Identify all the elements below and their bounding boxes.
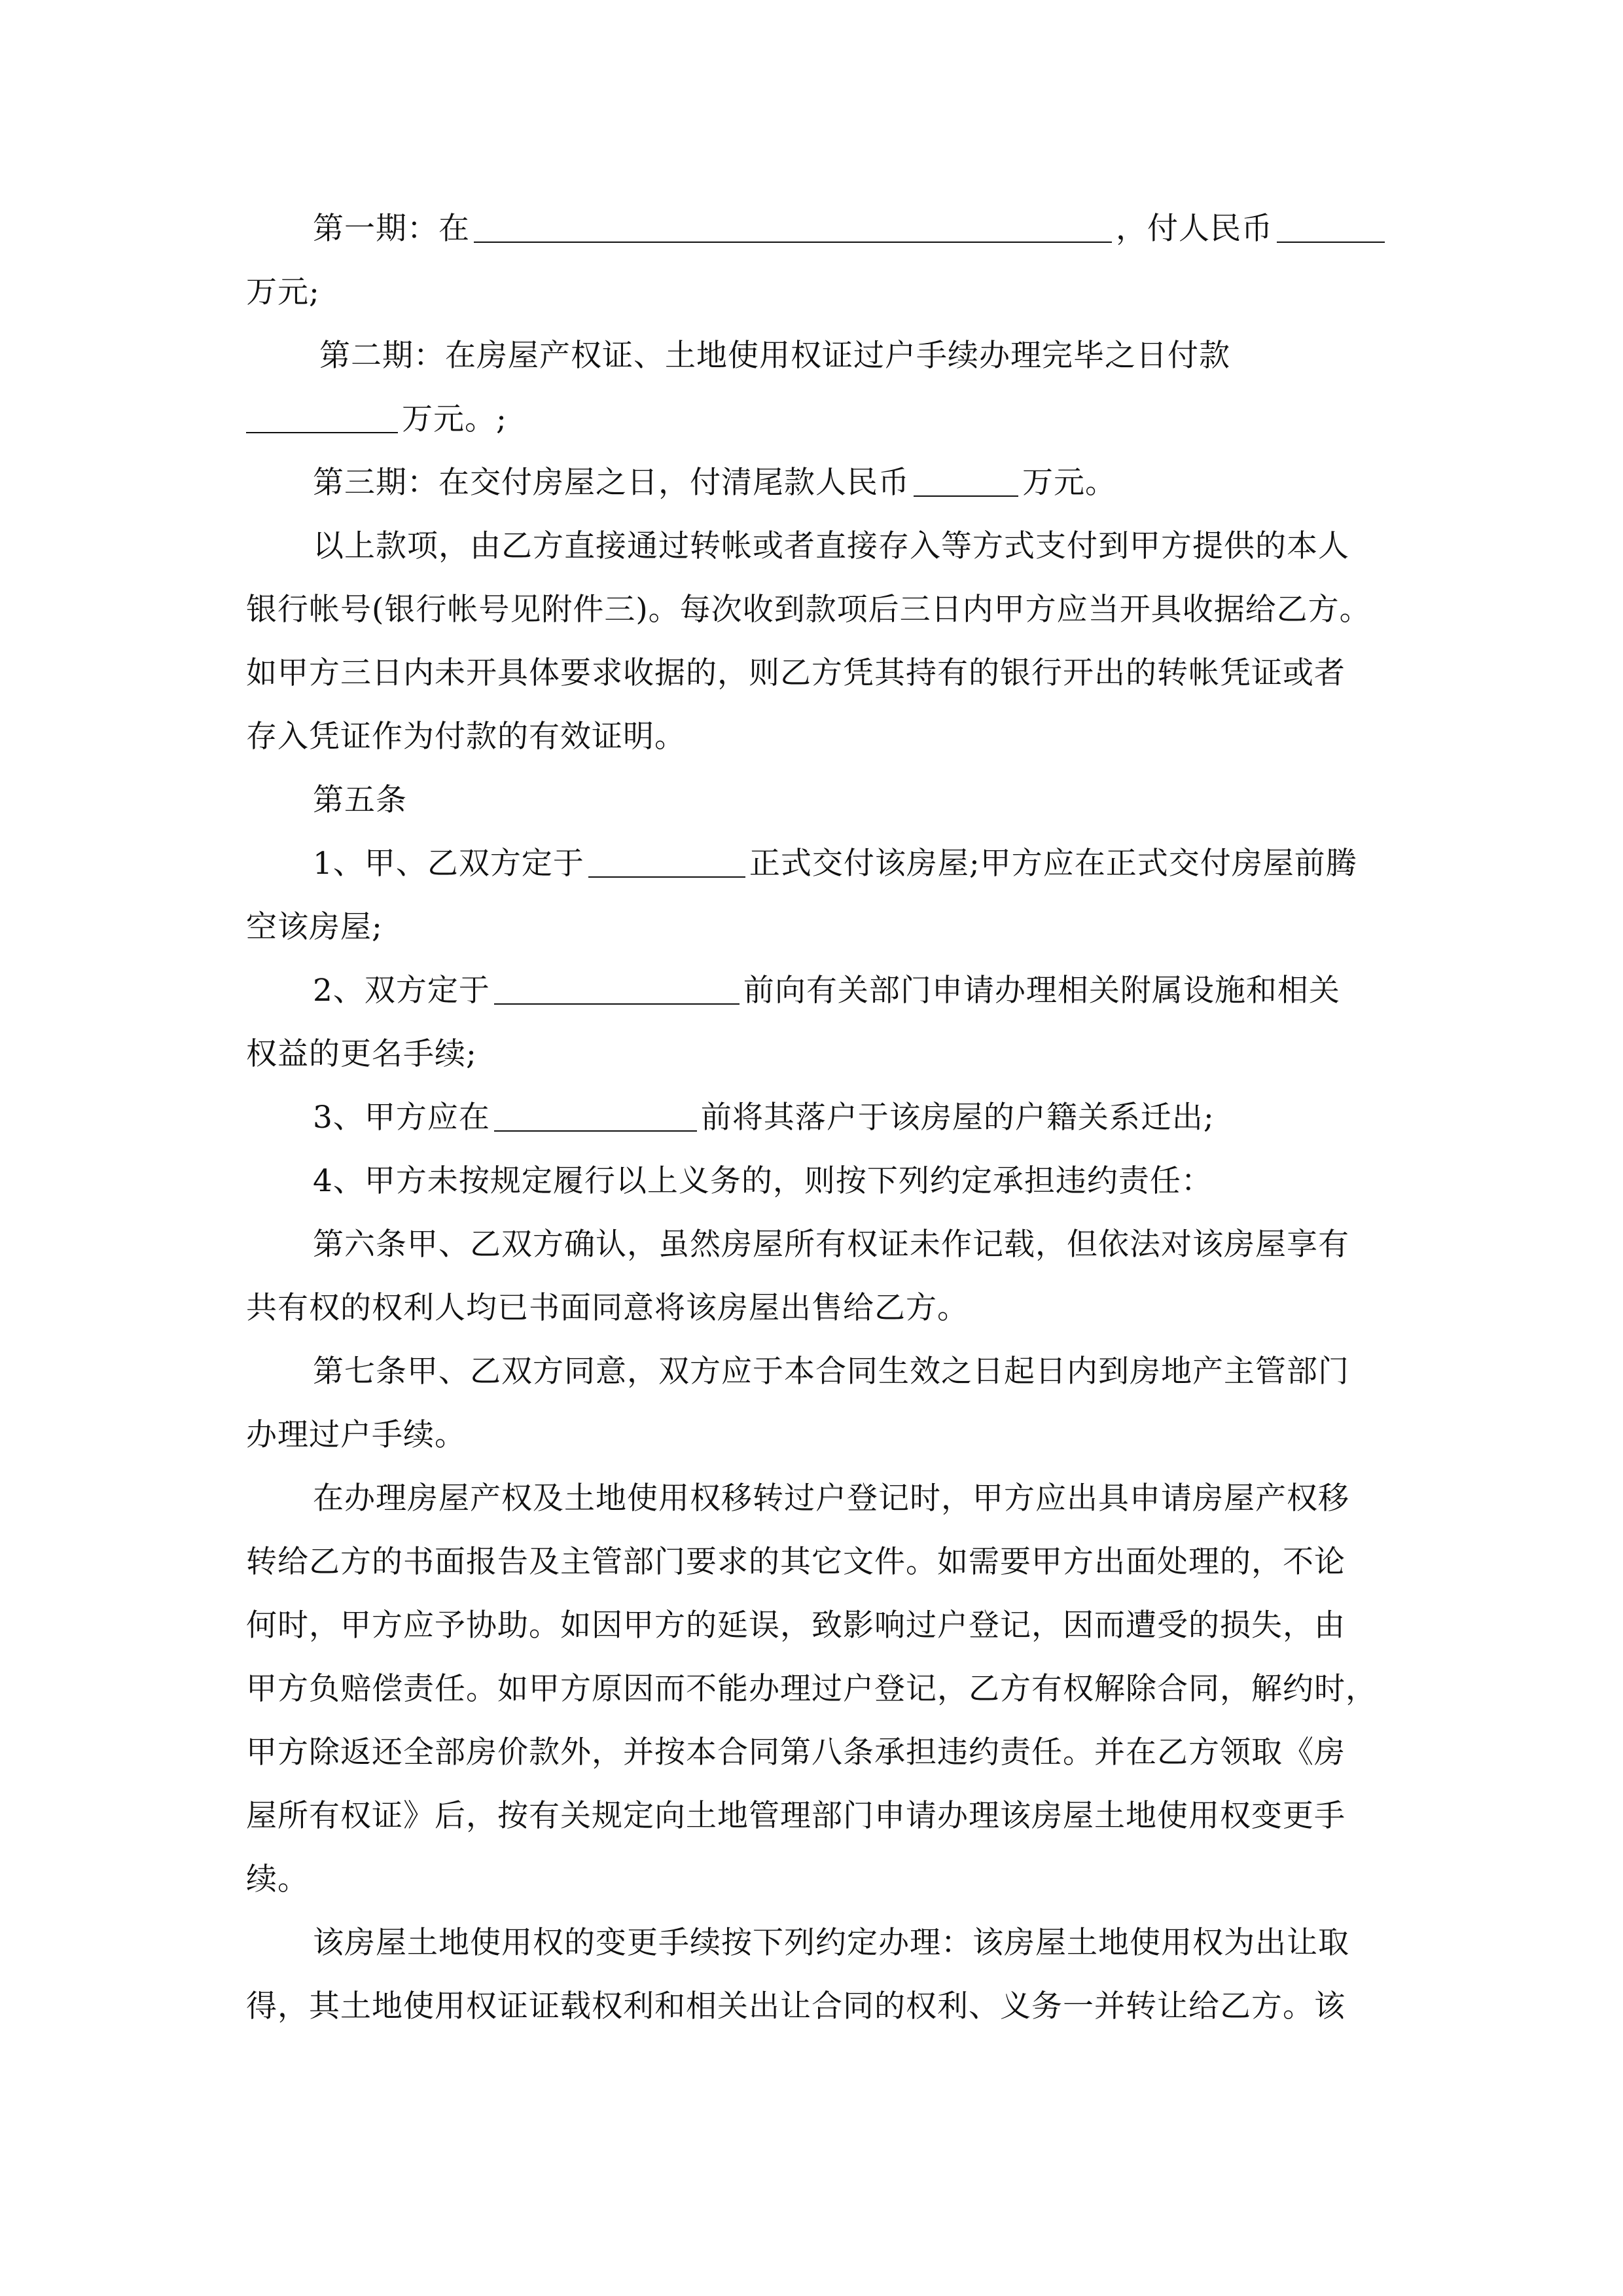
- article-6-line-1: 第六条甲、乙双方确认，虽然房屋所有权证未作记载，但依法对该房屋享有: [313, 1227, 1349, 1263]
- article-5-item-3-text: 前将其落户于该房屋的户籍关系迁出;: [700, 1100, 1215, 1136]
- transfer-line-3: 何时，甲方应予协助。如因甲方的延误，致影响过户登记，因而遭受的损失，由: [246, 1607, 1346, 1643]
- installment-2-amount-blank: [246, 403, 398, 433]
- article-7-line-1: 第七条甲、乙双方同意，双方应于本合同生效之日起日内到房地产主管部门: [313, 1354, 1349, 1390]
- installment-1-amount-blank: [1277, 213, 1385, 243]
- payment-method-line-3: 如甲方三日内未开具体要求收据的，则乙方凭其持有的银行开出的转帐凭证或者: [246, 655, 1346, 691]
- installment-2-unit: 万元。;: [402, 401, 507, 437]
- article-5-item-1-date-blank: [588, 848, 745, 878]
- land-use-line-2: 得，其土地使用权证证载权利和相关出让合同的权利、义务一并转让给乙方。该: [246, 1988, 1346, 2024]
- article-5-item-3: [313, 1095, 1215, 1141]
- payment-method-line-4: 存入凭证作为付款的有效证明。: [246, 719, 686, 755]
- transfer-line-7: 续。: [246, 1861, 309, 1897]
- installment-1-label: 第一期：在: [313, 211, 470, 247]
- article-5-item-1-label: 1、甲、乙双方定于: [313, 846, 584, 882]
- article-5-item-3-label: 3、甲方应在: [313, 1100, 490, 1136]
- article-5-item-4: 4、甲方未按规定履行以上义务的，则按下列约定承担违约责任：: [313, 1163, 1213, 1199]
- installment-2-line: 第二期：在房屋产权证、土地使用权证过户手续办理完毕之日付款: [319, 338, 1230, 374]
- article-5-item-2: [313, 968, 1340, 1014]
- installment-1-date-blank: [474, 213, 1112, 243]
- article-5-item-1-cont: 空该房屋;: [246, 909, 383, 945]
- installment-3-amount-blank: [914, 467, 1018, 497]
- article-5-item-1: [313, 841, 1357, 887]
- article-6-line-2: 共有权的权利人均已书面同意将该房屋出售给乙方。: [246, 1290, 969, 1326]
- land-use-line-1: 该房屋土地使用权的变更手续按下列约定办理：该房屋土地使用权为出让取: [313, 1925, 1349, 1961]
- article-5-title: 第五条: [313, 782, 407, 818]
- article-5-item-2-text: 前向有关部门申请办理相关附属设施和相关: [743, 973, 1340, 1009]
- transfer-line-4: 甲方负赔偿责任。如甲方原因而不能办理过户登记，乙方有权解除合同，解约时，: [246, 1671, 1377, 1707]
- article-5-item-1-text: 正式交付该房屋;甲方应在正式交付房屋前腾: [749, 846, 1357, 882]
- payment-method-line-2: 银行帐号(银行帐号见附件三)。每次收到款项后三日内甲方应当开具收据给乙方。: [246, 592, 1371, 628]
- installment-1-amount-label: ，付人民币: [1116, 211, 1273, 247]
- installment-3-line: [313, 460, 1116, 506]
- installment-1-unit: 万元;: [246, 274, 320, 310]
- article-5-item-3-date-blank: [494, 1102, 697, 1132]
- installment-2-amount-line: [246, 397, 507, 442]
- article-7-line-2: 办理过户手续。: [246, 1417, 466, 1453]
- article-5-item-2-date-blank: [494, 975, 740, 1005]
- transfer-line-5: 甲方除返还全部房价款外，并按本合同第八条承担违约责任。并在乙方领取《房: [246, 1734, 1346, 1770]
- installment-3-label: 第三期：在交付房屋之日，付清尾款人民币: [313, 465, 910, 501]
- transfer-line-2: 转给乙方的书面报告及主管部门要求的其它文件。如需要甲方出面处理的，不论: [246, 1544, 1346, 1580]
- installment-3-unit: 万元。: [1022, 465, 1116, 501]
- installment-1-line: [313, 206, 1389, 252]
- article-5-item-2-label: 2、双方定于: [313, 973, 490, 1009]
- payment-method-line-1: 以上款项，由乙方直接通过转帐或者直接存入等方式支付到甲方提供的本人: [313, 528, 1349, 564]
- article-5-item-2-cont: 权益的更名手续;: [246, 1036, 477, 1072]
- transfer-line-6: 屋所有权证》后，按有关规定向土地管理部门申请办理该房屋土地使用权变更手: [246, 1798, 1346, 1834]
- transfer-line-1: 在办理房屋产权及土地使用权移转过户登记时，甲方应出具申请房屋产权移: [313, 1480, 1349, 1516]
